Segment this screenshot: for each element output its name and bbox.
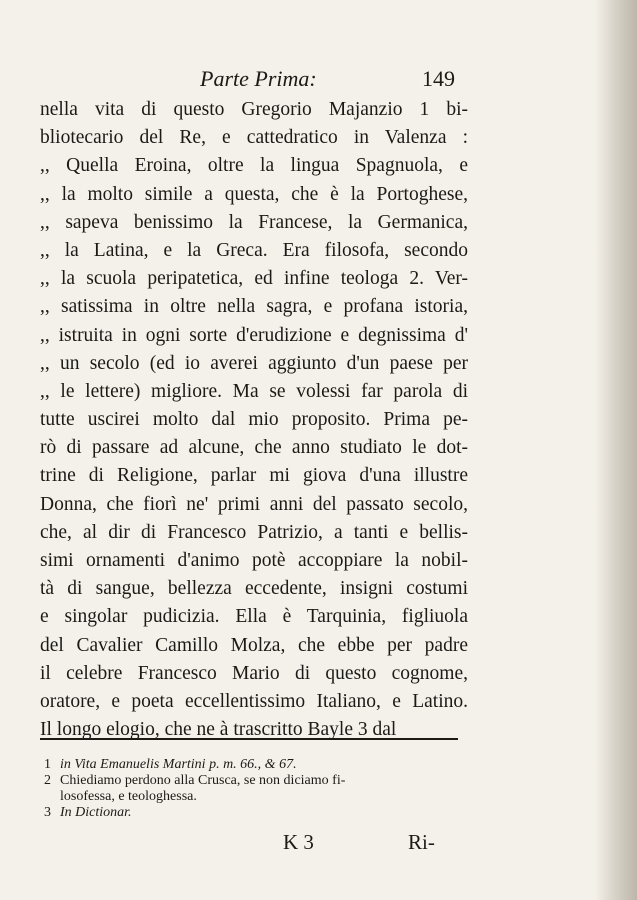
text-line: ,, un secolo (ed io averei aggiunto d'un paese per: [40, 352, 468, 374]
footnote-2-continuation: losofessa, e teologhessa.: [60, 789, 197, 804]
footnotes: [44, 757, 464, 821]
page-number: 149: [422, 66, 455, 91]
footnote-text: In Dictionar.: [60, 805, 132, 820]
text-line: tutte uscirei molto dal mio proposito. Prima pe-: [40, 409, 468, 431]
footnote-mark: 1: [44, 757, 51, 772]
catchword: Ri-: [408, 830, 435, 854]
text-line: nella vita di questo Gregorio Majanzio 1 bi-: [40, 99, 468, 120]
footnote-rule: [40, 738, 458, 740]
page-footer: [0, 830, 637, 856]
text-line: ,, Quella Eroina, oltre la lingua Spagnuola, e: [40, 155, 468, 177]
text-line: ,, istruita in ogni sorte d'erudizione e degnissima d': [40, 324, 468, 346]
text-line: ,, le lettere) migliore. Ma se volessi far parola di: [40, 380, 468, 402]
footnote-mark: 3: [44, 805, 51, 820]
page-edge-shadow: [595, 0, 637, 900]
text-line: e singolar pudicizia. Ella è Tarquinia, figliuola: [40, 606, 468, 628]
signature-mark: K 3: [283, 830, 314, 854]
running-title: Parte Prima:: [200, 66, 317, 91]
footnote-2: [44, 773, 464, 789]
text-line: simi ornamenti d'animo potè accoppiare la nobil-: [40, 550, 468, 571]
text-line: ,, la scuola peripatetica, ed infine teologa 2. Ver-: [40, 268, 468, 290]
footnote-text: Chiediamo perdono alla Crusca, se non diciamo fi-: [60, 773, 346, 788]
text-line: ,, la molto simile a questa, che è la Portoghese,: [40, 183, 468, 205]
text-line: ,, la Latina, e la Greca. Era filosofa, secondo: [40, 239, 468, 261]
text-line: che, al dir di Francesco Patrizio, a tanti e bellis-: [40, 521, 468, 543]
footnote-mark: 2: [44, 773, 51, 788]
text-line: ,, satissima in oltre nella sagra, e profana istoria,: [40, 296, 468, 318]
text-line: del Cavalier Camillo Molza, che ebbe per padre: [40, 634, 468, 656]
text-line: Donna, che fiorì ne' primi anni del passato secolo,: [40, 493, 468, 515]
text-line: oratore, e poeta eccellentissimo Italiano, e Latino.: [40, 690, 468, 712]
body-text: [40, 96, 468, 744]
text-line: rò di passare ad alcune, che anno studiato le dot-: [40, 437, 468, 459]
text-line: ,, sapeva benissimo la Francese, la Germanica,: [40, 211, 468, 233]
text-line: Il longo elogio, che ne à trascritto Bayle 3 dal: [40, 719, 397, 741]
text-line: bliotecario del Re, e cattedratico in Valenza :: [40, 127, 468, 149]
footnote-text: in Vita Emanuelis Martini p. m. 66., & 67.: [60, 757, 297, 772]
text-line: trine di Religione, parlar mi giova d'una illustre: [40, 465, 468, 487]
footnote-3: [44, 805, 464, 821]
text-line: il celebre Francesco Mario di questo cognome,: [40, 662, 468, 684]
text-line: tà di sangue, bellezza eccedente, insigni costumi: [40, 578, 468, 600]
page-header: [0, 66, 637, 94]
footnote-1: [44, 757, 464, 773]
